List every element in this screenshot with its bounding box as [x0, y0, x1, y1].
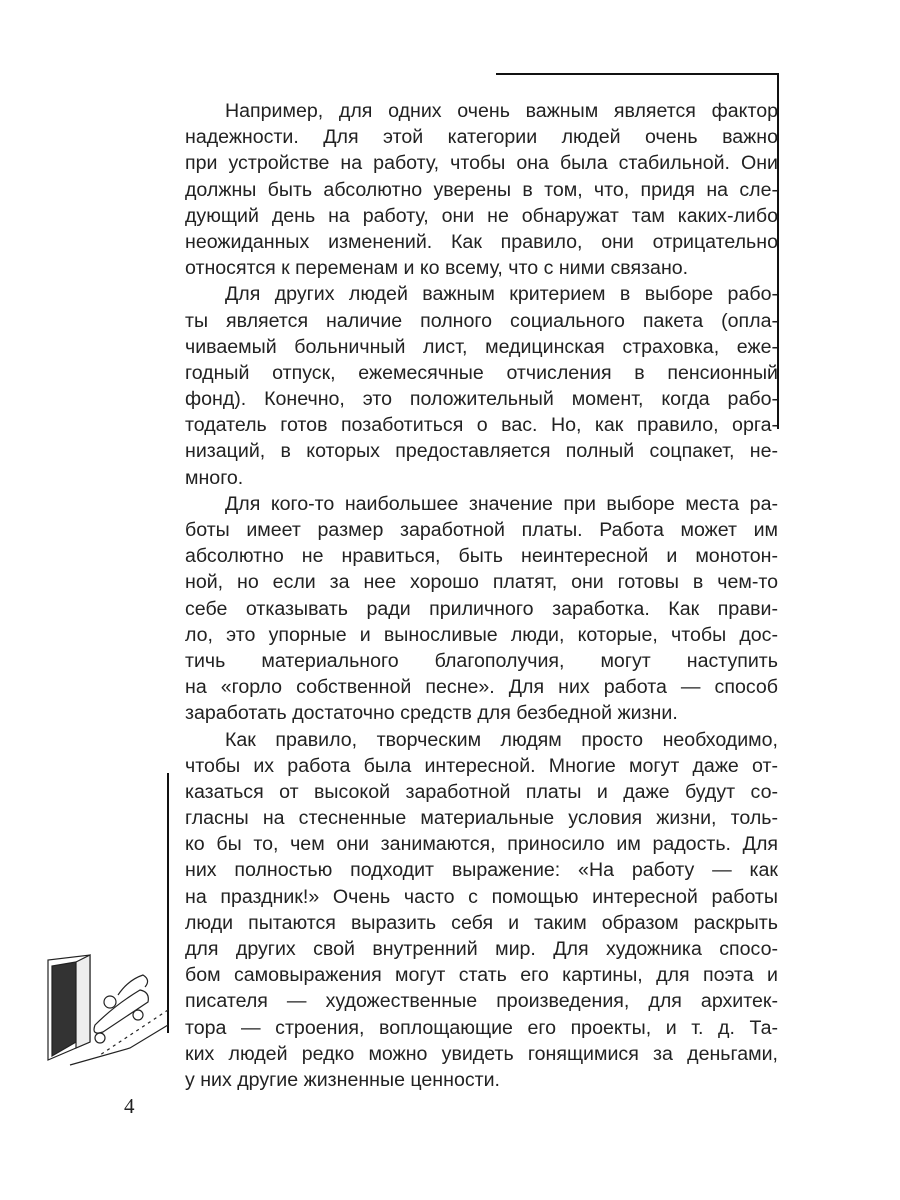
text-line: тичь материального благополучия, могут наступить	[185, 649, 778, 672]
text-line: ких людей редко можно увидеть гонящимися за деньгами,	[185, 1042, 778, 1065]
text-line: абсолютно не нравиться, быть неинтересной и монотон-	[185, 545, 778, 568]
text-line: ко бы то, чем они занимаются, приносило им радость. Для	[185, 833, 778, 856]
text-line: Для кого-то наибольшее значение при выборе места ра-	[225, 492, 778, 515]
text-line: на «горло собственной песне». Для них работа — способ	[185, 676, 778, 699]
text-line: себе отказывать ради приличного заработка. Как прави-	[185, 597, 778, 620]
text-line: чтобы их работа была интересной. Многие могут даже от-	[185, 754, 778, 777]
text-line: неожиданных изменений. Как правило, они отрицательно	[185, 230, 778, 253]
text-line: тора — строения, воплощающие его проекты, и т. д. Та-	[185, 1016, 778, 1039]
page-number: 4	[124, 1094, 135, 1118]
text-line: чиваемый больничный лист, медицинская страховка, еже-	[185, 335, 778, 358]
text-line: при устройстве на работу, чтобы она была стабильной. Они	[185, 152, 778, 175]
text-line: писателя — художественные произведения, для архитек-	[185, 990, 778, 1013]
text-line: низаций, в которых предоставляется полный соцпакет, не-	[185, 440, 778, 463]
text-line: боты имеет размер заработной платы. Работа может им	[185, 519, 778, 541]
text-line: гласны на стесненные материальные условия жизни, толь-	[185, 807, 778, 830]
text-line: люди пытаются выразить себя и таким образом раскрыть	[185, 911, 778, 934]
text-line: тодатель готов позаботиться о вас. Но, как правило, орга-	[185, 414, 778, 437]
text-line: должны быть абсолютно уверены в том, что, придя на сле-	[185, 178, 778, 201]
text-line: относятся к переменам и ко всему, что с ними связано.	[185, 257, 689, 280]
text-line: Для других людей важным критерием в выборе рабо-	[225, 283, 778, 306]
text-line: ло, это упорные и выносливые люди, которые, чтобы дос-	[185, 623, 778, 646]
text-line: для других свой внутренний мир. Для художника спосо-	[185, 938, 778, 960]
text-line: Например, для одних очень важным является фактор	[225, 100, 778, 122]
text-line: них полностью подходит выражение: «На работу — как	[185, 859, 778, 882]
top-rule	[496, 73, 778, 75]
text-line: у них другие жизненные ценности.	[185, 1068, 501, 1091]
text-line: на праздник!» Очень часто с помощью интересной работы	[185, 885, 778, 908]
text-line: заработать достаточно средств для безбедной жизни.	[185, 702, 678, 725]
text-line: казаться от высокой заработной платы и даже будут со-	[185, 780, 778, 803]
text-line: ты является наличие полного социального пакета (опла-	[185, 309, 778, 332]
text-line: Как правило, творческим людям просто необходимо,	[225, 728, 778, 751]
text-line: дующий день на работу, они не обнаружат там каких-либо	[185, 204, 778, 227]
text-line: фонд). Конечно, это положительный момент, когда рабо-	[185, 388, 778, 411]
body-text	[185, 98, 778, 1093]
text-line: ной, но если за нее хорошо платят, они готовы в чем-то	[185, 571, 778, 594]
text-line: надежности. Для этой категории людей очень важно	[185, 126, 778, 149]
text-line: бом самовыражения могут стать его картины, для поэта и	[185, 964, 778, 987]
door-and-roller-skate-illustration	[40, 770, 180, 1090]
text-line: много.	[185, 466, 244, 489]
text-line: годный отпуск, ежемесячные отчисления в пенсионный	[185, 361, 778, 384]
